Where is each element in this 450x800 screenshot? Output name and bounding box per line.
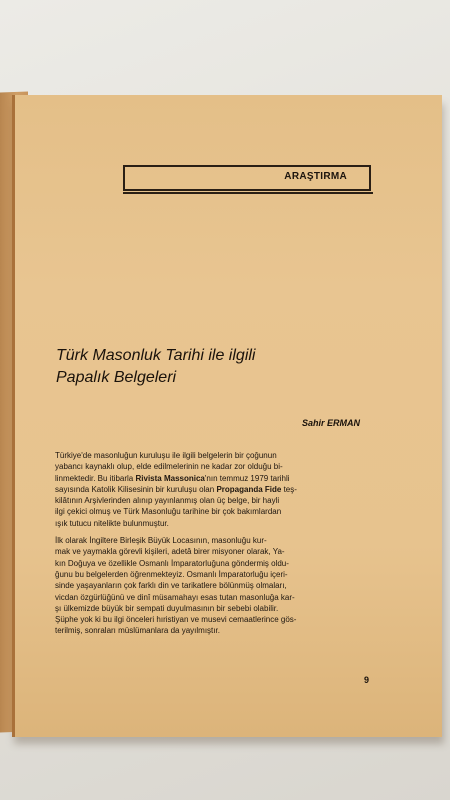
section-label: ARAŞTIRMA <box>284 171 347 182</box>
book-page <box>12 95 442 737</box>
text-line: terilmiş, sonraları müslümanlara da yayılmıştır. <box>55 626 220 636</box>
journal-name: Rivista Massonica <box>135 473 205 483</box>
text-line: sayısında Katolik Kilisesinin bir kuruluşu olan Propaganda Fide teş- <box>55 484 297 494</box>
author-name: Sahir ERMAN <box>301 418 360 428</box>
text-line: İlk olarak İngiltere Birleşik Büyük Locasının, masonluğu kur- <box>55 536 267 546</box>
paragraph-2 <box>55 535 380 637</box>
text-line: yabancı kaynaklı olup, elde edilmelerinin ne kadar zor olduğu bi- <box>55 462 283 472</box>
text-line: ğunu bu belgelerden öğrenmekteyiz. Osmanlı İmparatorluğu içeri- <box>55 569 288 579</box>
text-line: kilâtının Arşivlerinden alınıp yayınlanmış olan üç belge, bir hayli <box>55 496 280 506</box>
text-line: sinde yaşayanların çok farklı din ve tarikatlere bölünmüş olmaları, <box>55 581 287 591</box>
text-line: ışık tutucu nitelikte bulunmuştur. <box>55 518 169 528</box>
text-line: Türkiye'de masonluğun kuruluşu ile ilgili belgelerin bir çoğunun <box>55 451 277 460</box>
article-body <box>55 450 380 643</box>
text-line: ilgi çekici olmuş ve Türk Masonluğu tarihine bir çok bakımlardan <box>55 507 282 517</box>
title-line-1: Türk Masonluk Tarihi ile ilgili <box>56 347 256 364</box>
text-line: kın Doğuya ve özellikle Osmanlı İmparatorluğuna göndermiş oldu- <box>55 558 289 568</box>
organization-name: Propaganda Fide <box>216 484 282 494</box>
text-line: şı ülkemizde büyük bir sempati duyulmasının bir sebebi olabilir. <box>55 603 279 613</box>
text-line: linmektedir. Bu itibarla Rivista Massonica'nın temmuz 1979 tarihli <box>55 473 290 483</box>
text-line: vicdan özgürlüğünü ve dinî müsamahayı esas tutan masonluğa kar- <box>55 592 295 602</box>
text-line: mak ve yaymakla görevli kişileri, adetâ birer misyoner olarak, Ya- <box>55 547 285 557</box>
paragraph-1 <box>55 450 380 529</box>
title-line-2: Papalık Belgeleri <box>56 369 177 386</box>
article-title <box>56 345 255 389</box>
section-header-box <box>123 165 371 191</box>
page-number: 9 <box>364 675 370 685</box>
text-line: Şüphe yok ki bu ilgi önceleri hıristiyan ve musevi cemaatlerince gös- <box>55 615 297 625</box>
